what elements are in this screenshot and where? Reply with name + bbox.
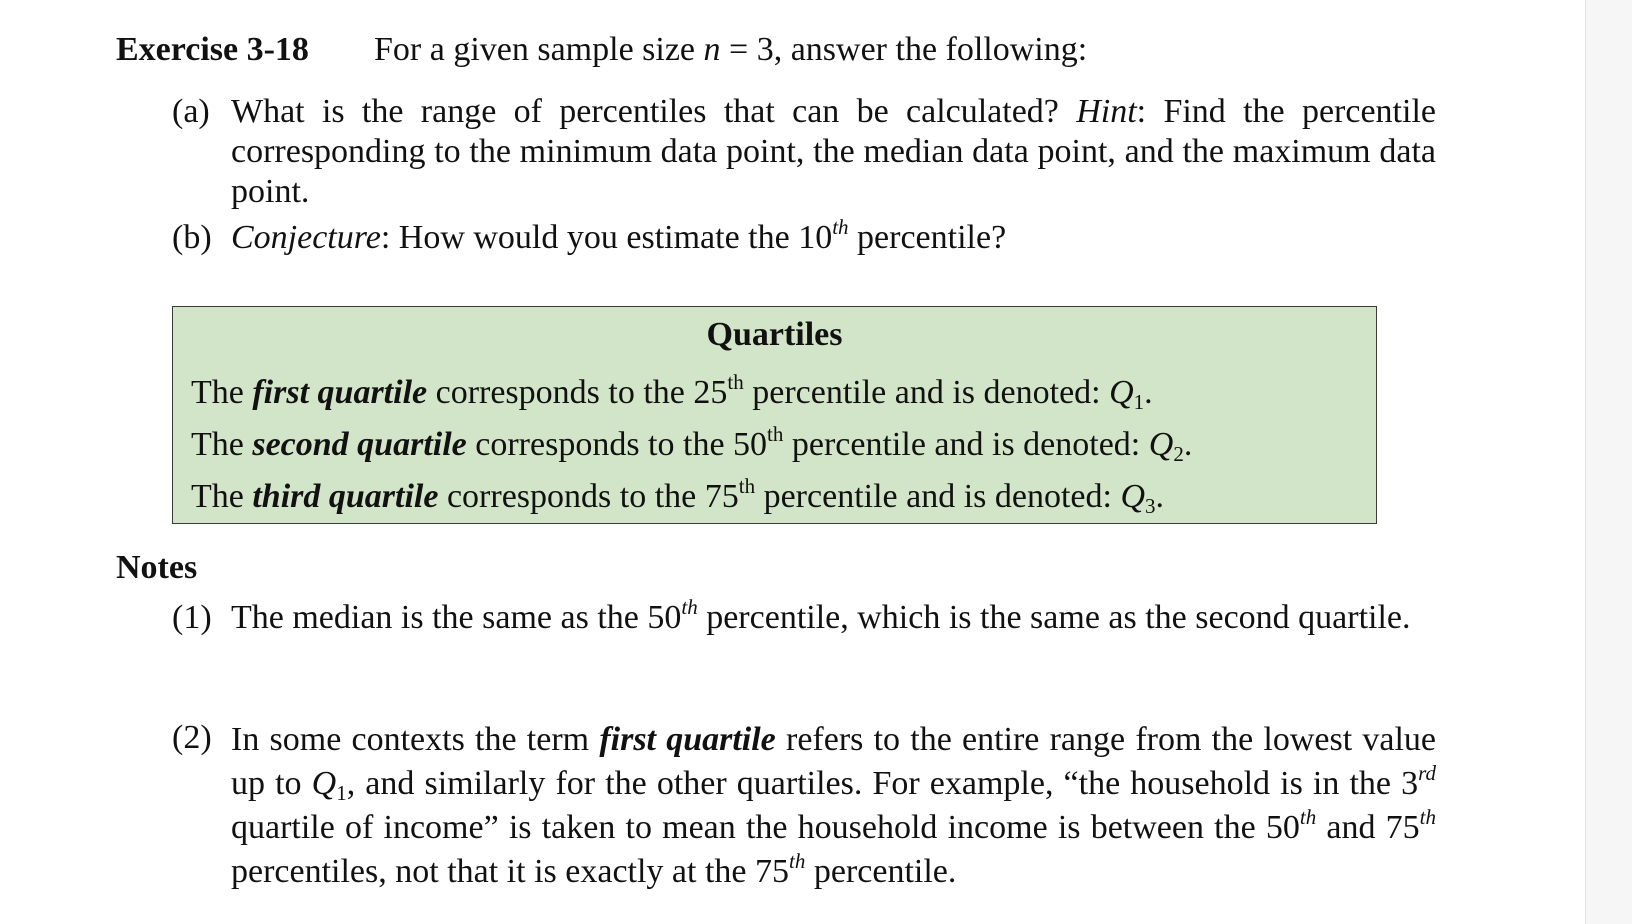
line-middle: corresponds to the 25 <box>427 374 728 411</box>
line-suffix: percentile and is denoted: <box>743 374 1110 411</box>
line-prefix: The <box>191 426 253 463</box>
part-b-superscript: th <box>832 215 849 239</box>
note-1-label: (1) <box>172 599 212 636</box>
exercise-label: Exercise 3-18 <box>116 31 309 68</box>
note-1-text <box>231 595 1436 638</box>
exercise-heading <box>116 28 1087 72</box>
conjecture-label: Conjecture <box>231 219 381 256</box>
hint-text: Find the percentile corresponding to the minimum data point, the median data point, and the maximum data point. <box>231 93 1436 210</box>
part-a <box>172 92 1436 212</box>
line-middle: corresponds to the 50 <box>466 426 768 463</box>
hint-colon: : <box>1136 93 1147 130</box>
note-1 <box>172 595 1436 638</box>
quartile-line-2 <box>191 423 1192 467</box>
part-a-question: What is the range of percentiles that can be calculated? <box>231 93 1077 130</box>
subscript: 1 <box>1133 390 1145 414</box>
q-symbol: Q <box>1148 426 1174 463</box>
superscript: th <box>738 474 756 498</box>
quartile-line-3 <box>191 475 1164 519</box>
subscript: 2 <box>1173 442 1184 466</box>
notes-heading: Notes <box>116 549 198 586</box>
line-prefix: The <box>191 478 253 515</box>
note-2-text-4: quartile of income” is taken to mean the household income is between the 50 <box>231 809 1300 846</box>
note-2-text <box>231 718 1436 894</box>
part-a-text <box>231 92 1436 212</box>
period: . <box>1183 426 1193 463</box>
superscript: th <box>767 422 784 446</box>
note-2 <box>172 718 1436 894</box>
note-2-text-3: , and similarly for the other quartiles. For example, “the household is in the 3 <box>346 765 1419 802</box>
line-suffix: percentile and is denoted: <box>783 426 1149 463</box>
part-b-text-1: : How would you estimate the 10 <box>380 219 833 256</box>
variable-n: n <box>703 31 721 68</box>
part-a-label: (a) <box>172 93 210 130</box>
note-1-text-2: percentile, which is the same as the second quartile. <box>697 599 1411 636</box>
first-quartile-term: first quartile <box>599 721 776 758</box>
period: . <box>1144 374 1153 411</box>
note-2-label: (2) <box>172 719 212 756</box>
third-quartile-term: third quartile <box>252 478 439 515</box>
note-1-text-1: The median is the same as the 50 <box>231 599 682 636</box>
note-2-text-2: refers to the entire range from the lowest value up to <box>231 721 1436 802</box>
note-2-text-5: and 75 <box>1316 809 1420 846</box>
scroll-gutter[interactable] <box>1585 0 1632 924</box>
line-middle: corresponds to the 75 <box>438 478 739 515</box>
line-suffix: percentile and is denoted: <box>755 478 1121 515</box>
superscript: rd <box>1418 761 1436 785</box>
q-symbol: Q <box>1120 478 1146 515</box>
note-2-text-7: percentile. <box>805 853 957 890</box>
period: . <box>1155 478 1165 515</box>
note-2-text-1: In some contexts the term <box>231 721 600 758</box>
subscript: 1 <box>336 781 347 805</box>
second-quartile-term: second quartile <box>252 426 467 463</box>
superscript: th <box>789 849 806 873</box>
quartile-line-1 <box>191 371 1153 415</box>
superscript: th <box>1299 805 1317 829</box>
hint-label: Hint <box>1076 93 1137 130</box>
line-prefix: The <box>191 374 253 411</box>
first-quartile-term: first quartile <box>252 374 428 411</box>
quartiles-title: Quartiles <box>706 316 843 353</box>
part-b-text-2: percentile? <box>848 219 1007 256</box>
exercise-prompt-start: For a given sample size <box>374 31 704 68</box>
part-b <box>172 215 1436 258</box>
note-2-text-6: percentiles, not that it is exactly at the 75 <box>231 853 789 890</box>
q-symbol: Q <box>311 765 337 802</box>
superscript: th <box>681 595 698 619</box>
superscript: th <box>1419 805 1437 829</box>
quartiles-definition-box <box>172 306 1377 524</box>
subscript: 3 <box>1145 494 1156 518</box>
exercise-prompt-end: = 3, answer the following: <box>720 31 1088 68</box>
part-b-label: (b) <box>172 219 212 256</box>
q-symbol: Q <box>1109 374 1134 411</box>
superscript: th <box>727 370 744 394</box>
part-b-text <box>231 215 1436 258</box>
